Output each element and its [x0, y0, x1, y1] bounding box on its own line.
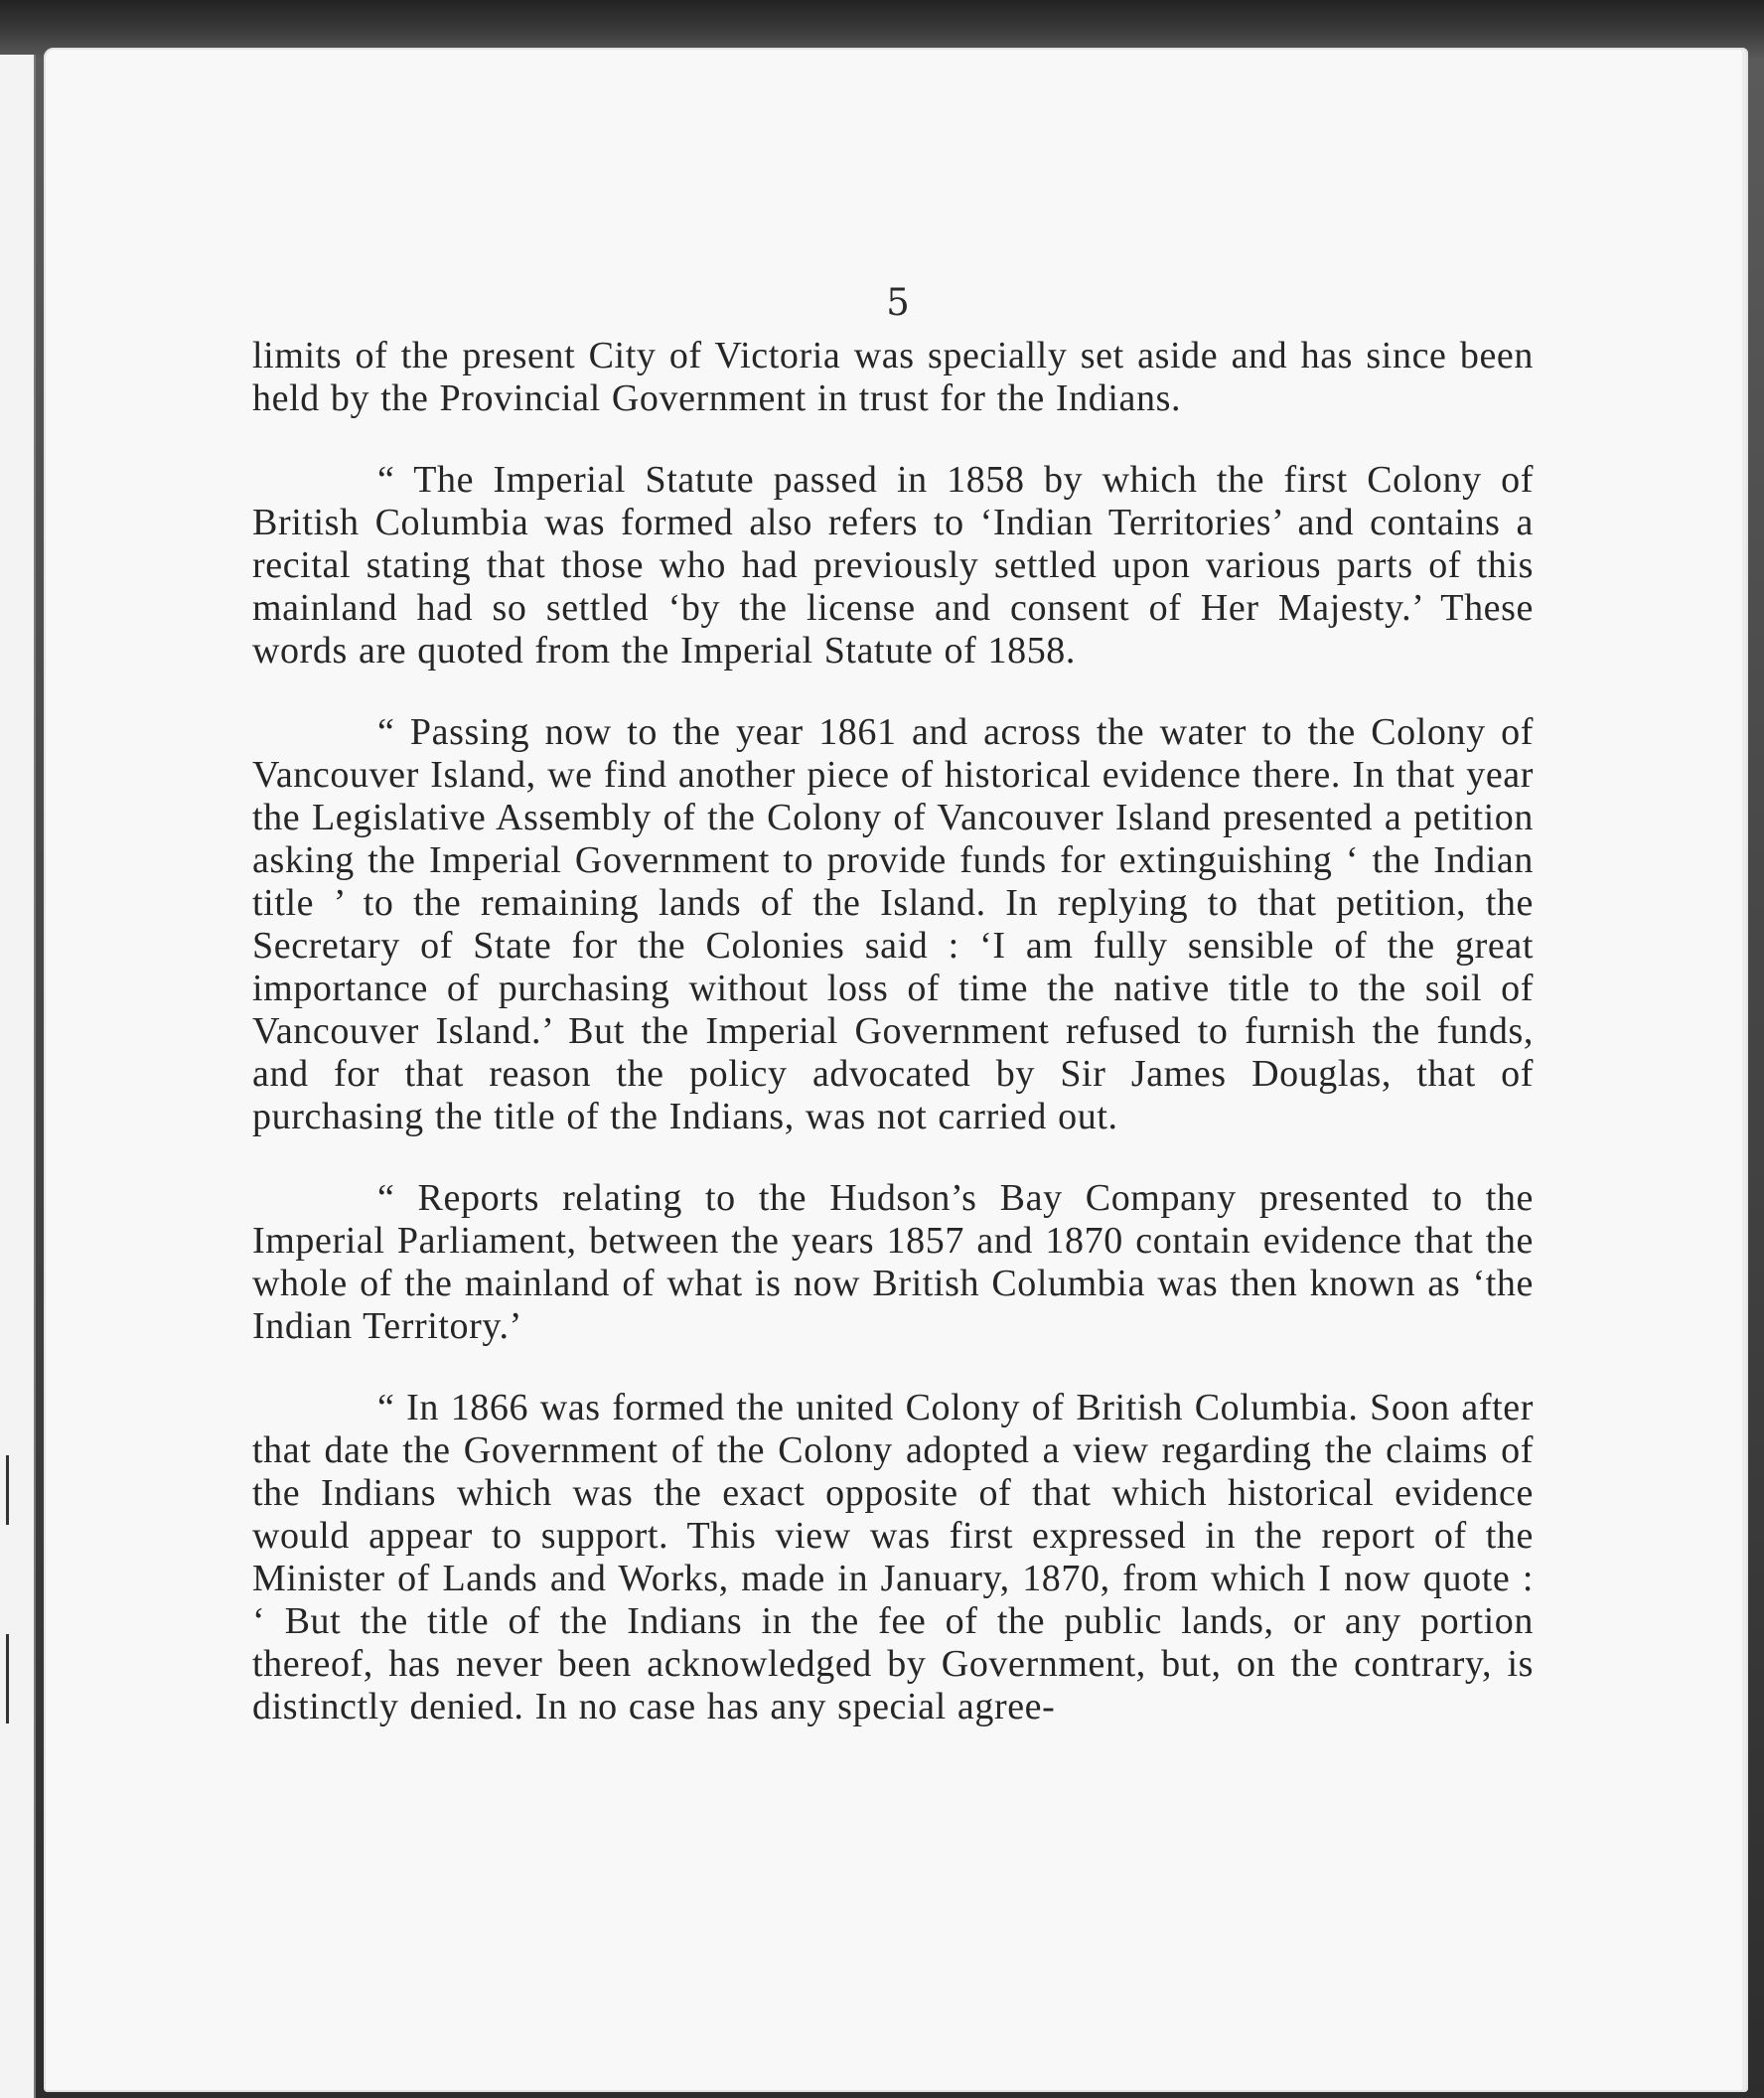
page-body: [252, 335, 1534, 1767]
paragraph-vancouver-island: “ Passing now to the year 1861 and across the water to the Colony of Vancouver Island, we find another piece of historical evidence there. In that year the Legislative Assembly of the Colony of Vancouver Island presented a petition asking the Imperial Government to provide funds for extinguishing ‘ the Indian title ’ to the remaining lands of the Island. In replying to that petition, the Secretary of State for the Colonies said : ‘I am fully sensible of the great importance of purchasing without loss of time the native title to the soil of Vancouver Island.’ But the Imperial Government refused to furnish the funds, and for that reason the policy advocated by Sir James Douglas, that of purchasing the title of the Indians, was not carried out.: [252, 711, 1534, 1137]
page-number: 5: [886, 281, 910, 324]
page-edge-mark: [6, 1634, 9, 1723]
paragraph-hudsons-bay: “ Reports relating to the Hudson’s Bay Company presented to the Imperial Parliament, between the years 1857 and 1870 contain evidence that the whole of the mainland of what is now British Columbia was then known as ‘the Indian Territory.’: [252, 1177, 1534, 1347]
facing-page-edge: [0, 55, 36, 2098]
paragraph-imperial-statute: “ The Imperial Statute passed in 1858 by which the first Colony of British Columbia was formed also refers to ‘Indian Territories’ and contains a recital stating that those who had previously settled upon various parts of this mainland had so settled ‘by the license and consent of Her Majesty.’ These words are quoted from the Imperial Statute of 1858.: [252, 459, 1534, 672]
paragraph-united-colony: “ In 1866 was formed the united Colony of British Columbia. Soon after that date the Government of the Colony adopted a view regarding the claims of the Indians which was the exact opposite of that which historical evidence would appear to support. This view was first expressed in the report of the Minister of Lands and Works, made in January, 1870, from which I now quote : ‘ But the title of the Indians in the fee of the public lands, or any portion thereof, has never been acknowledged by Government, but, on the contrary, is distinctly denied. In no case has any special agree-: [252, 1387, 1534, 1727]
paragraph-continuation: limits of the present City of Victoria was specially set aside and has since been held by the Provincial Government in trust for the Indians.: [252, 335, 1534, 419]
page-edge-mark: [6, 1455, 9, 1525]
